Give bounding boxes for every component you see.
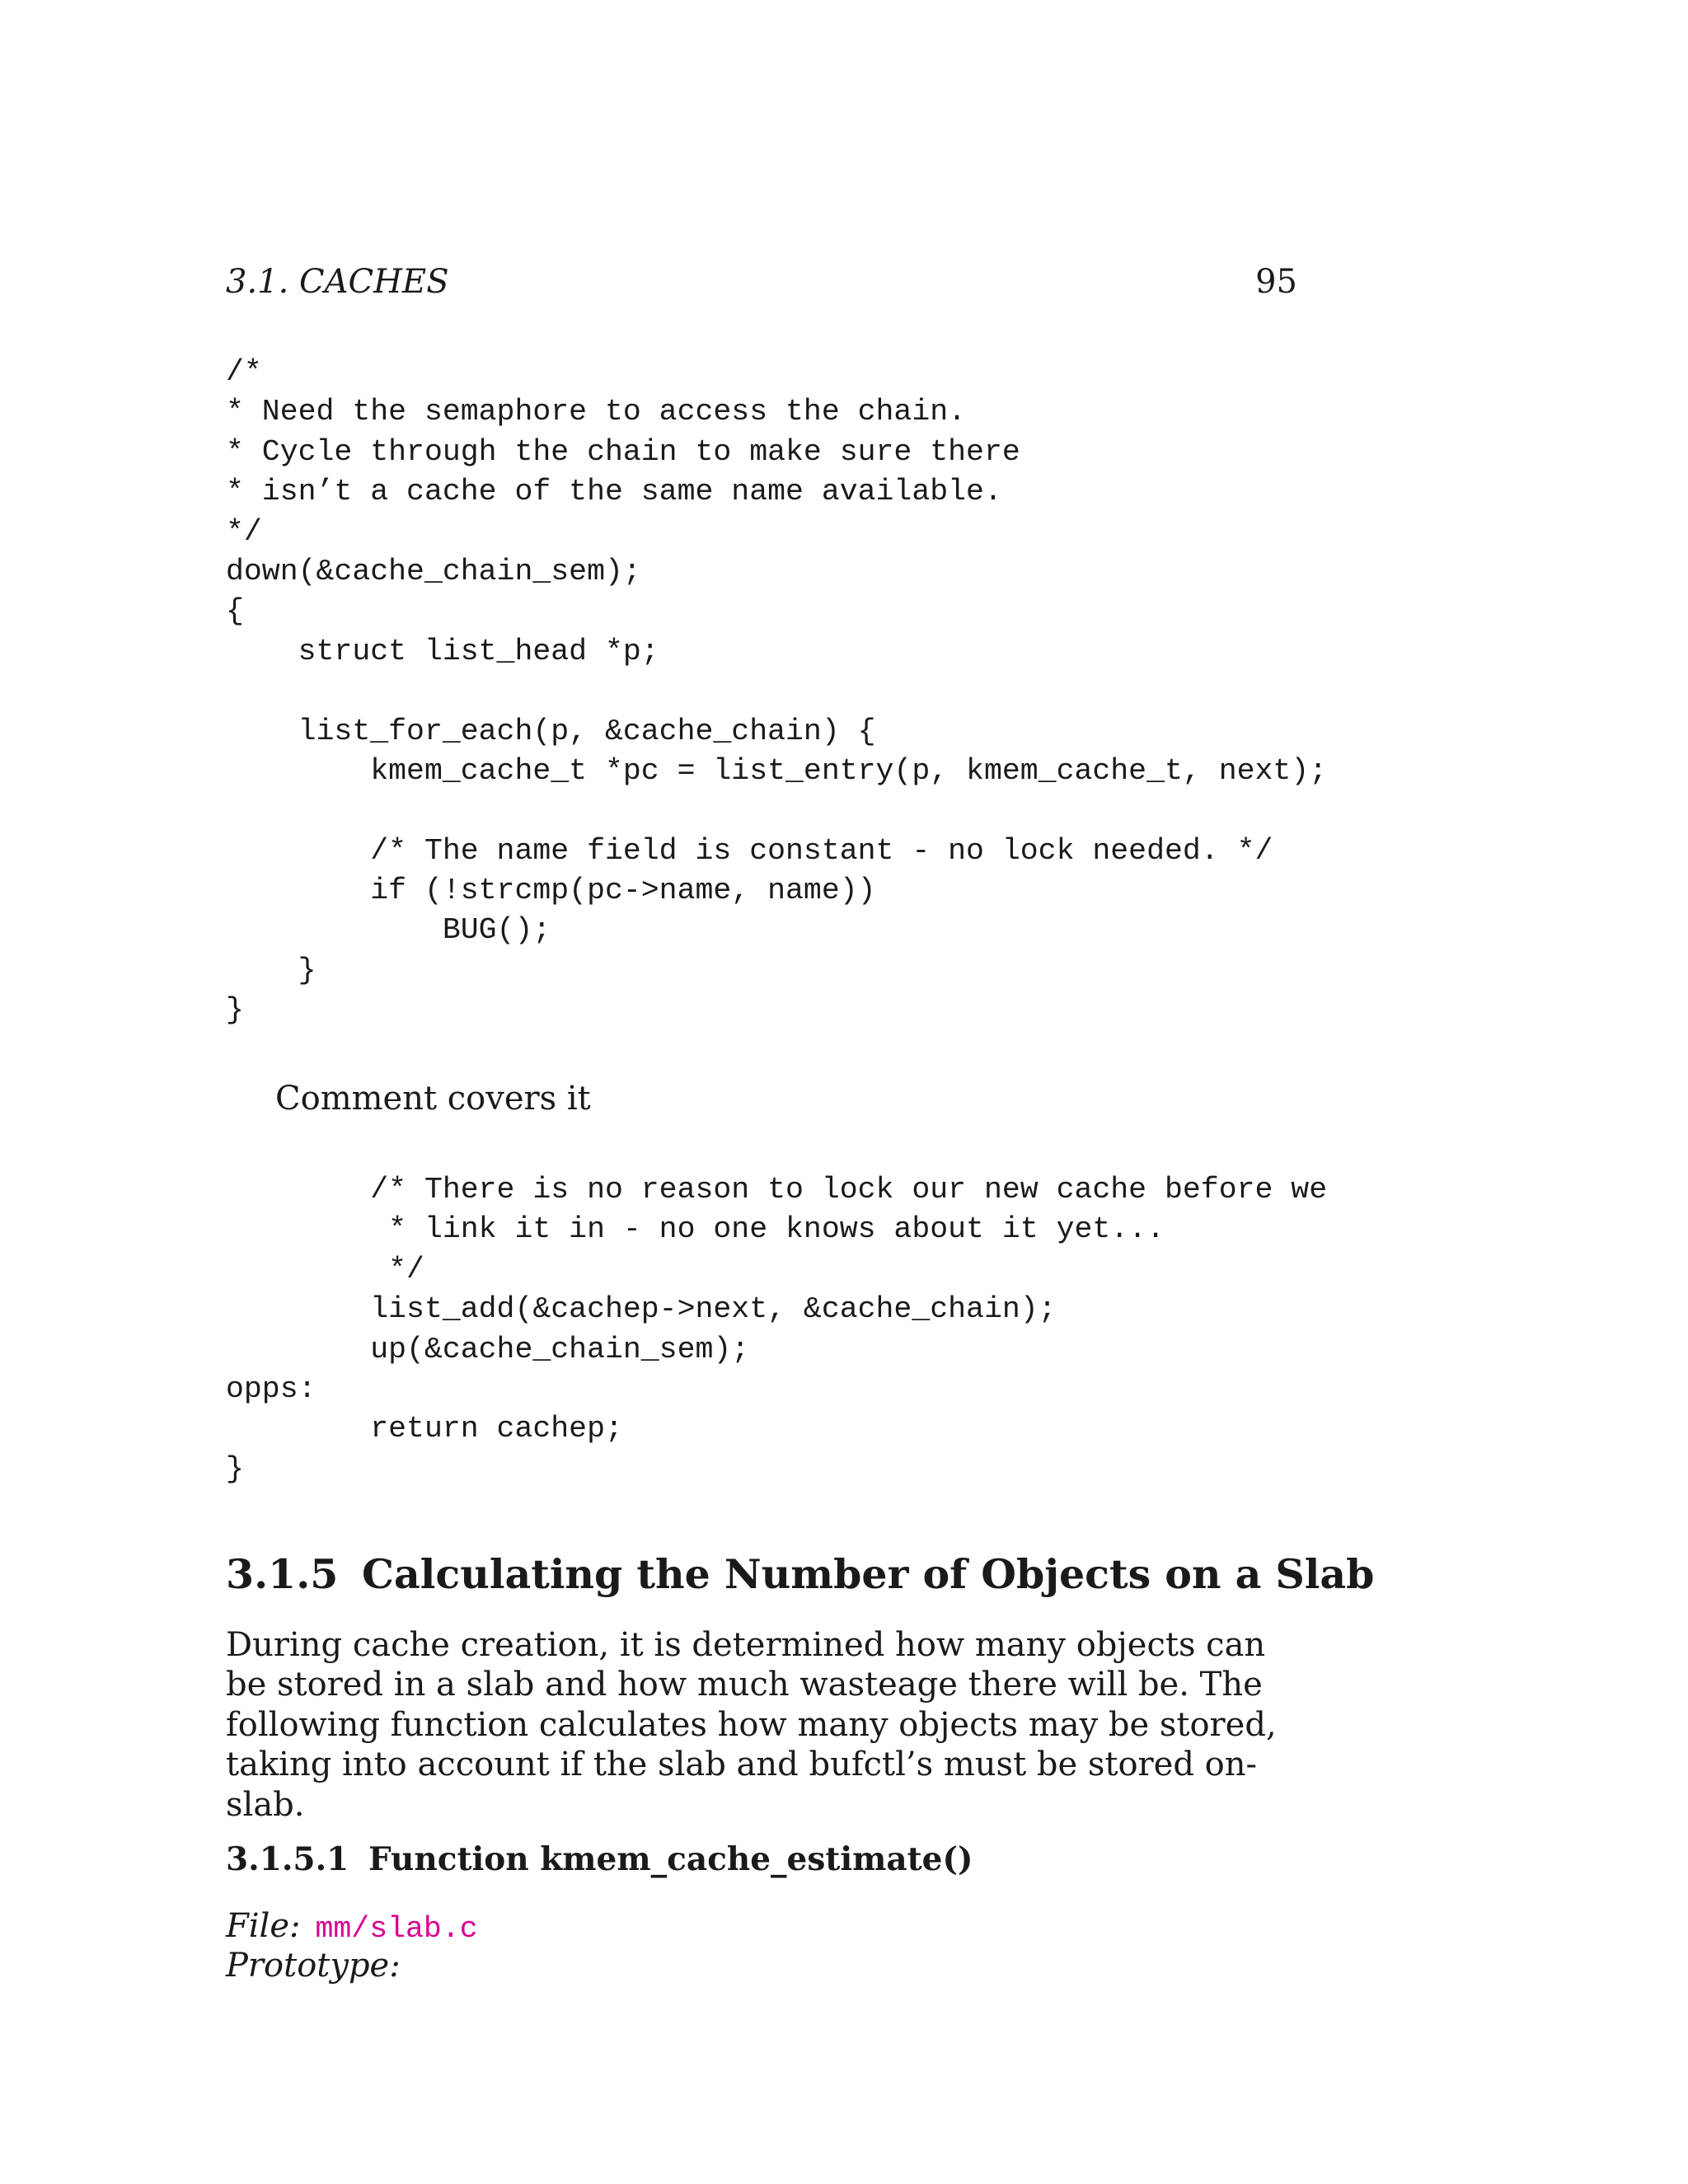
code-line: * link it in - no one knows about it yet... <box>226 1212 1165 1247</box>
code-line: opps: <box>226 1371 316 1406</box>
code-block-list-add <box>226 1170 1327 1489</box>
code-line <box>226 672 1327 711</box>
running-head-section: 3.1. CACHES <box>226 263 449 301</box>
code-line: return cachep; <box>226 1412 623 1446</box>
code-line: * Need the semaphore to access the chain. <box>226 395 967 429</box>
section-heading <box>226 1548 1374 1601</box>
file-label: File: <box>226 1907 301 1945</box>
prototype-line <box>226 1946 401 1985</box>
code-line: /* <box>226 355 262 389</box>
section-number: 3.1.5 <box>226 1550 339 1598</box>
code-line: * Cycle through the chain to make sure there <box>226 434 1020 469</box>
code-line: */ <box>226 1252 424 1286</box>
code-line: } <box>226 1451 244 1486</box>
file-path-link[interactable]: mm/slab.c <box>315 1912 478 1946</box>
code-line: /* There is no reason to lock our new cache before we <box>226 1173 1328 1207</box>
code-line: } <box>226 953 316 987</box>
code-line: */ <box>226 514 262 549</box>
code-line: BUG(); <box>226 913 551 948</box>
code-block-cache-chain <box>226 353 1327 1031</box>
code-line: { <box>226 594 244 629</box>
code-line: down(&cache_chain_sem); <box>226 554 641 588</box>
subsection-heading <box>226 1838 973 1881</box>
code-line: * isn’t a cache of the same name available. <box>226 475 1002 509</box>
code-line: list_for_each(p, &cache_chain) { <box>226 714 876 748</box>
subsection-number: 3.1.5.1 <box>226 1840 349 1878</box>
code-line: /* The name field is constant - no lock needed. */ <box>226 833 1273 868</box>
code-line: list_add(&cachep->next, &cache_chain); <box>226 1292 1057 1327</box>
section-body-paragraph: During cache creation, it is determined how many objects can be stored in a slab and how much wasteage there will be. The following function calculates how many objects may be stored, taking into account if the slab and bufctl’s must be stored on-slab. <box>226 1626 1277 1824</box>
code-line: if (!strcmp(pc->name, name)) <box>226 874 876 908</box>
file-line <box>226 1906 478 1949</box>
code-line: } <box>226 993 244 1028</box>
page-number: 95 <box>1255 263 1297 301</box>
comment-paragraph: Comment covers it <box>275 1080 591 1118</box>
code-line <box>226 791 1327 831</box>
code-line: up(&cache_chain_sem); <box>226 1332 750 1366</box>
subsection-title: Function kmem_cache_estimate() <box>368 1840 973 1878</box>
section-title: Calculating the Number of Objects on a Slab <box>362 1550 1375 1598</box>
prototype-label: Prototype: <box>226 1947 401 1985</box>
code-line: kmem_cache_t *pc = list_entry(p, kmem_cache_t, next); <box>226 753 1328 788</box>
code-line: struct list_head *p; <box>226 634 659 668</box>
